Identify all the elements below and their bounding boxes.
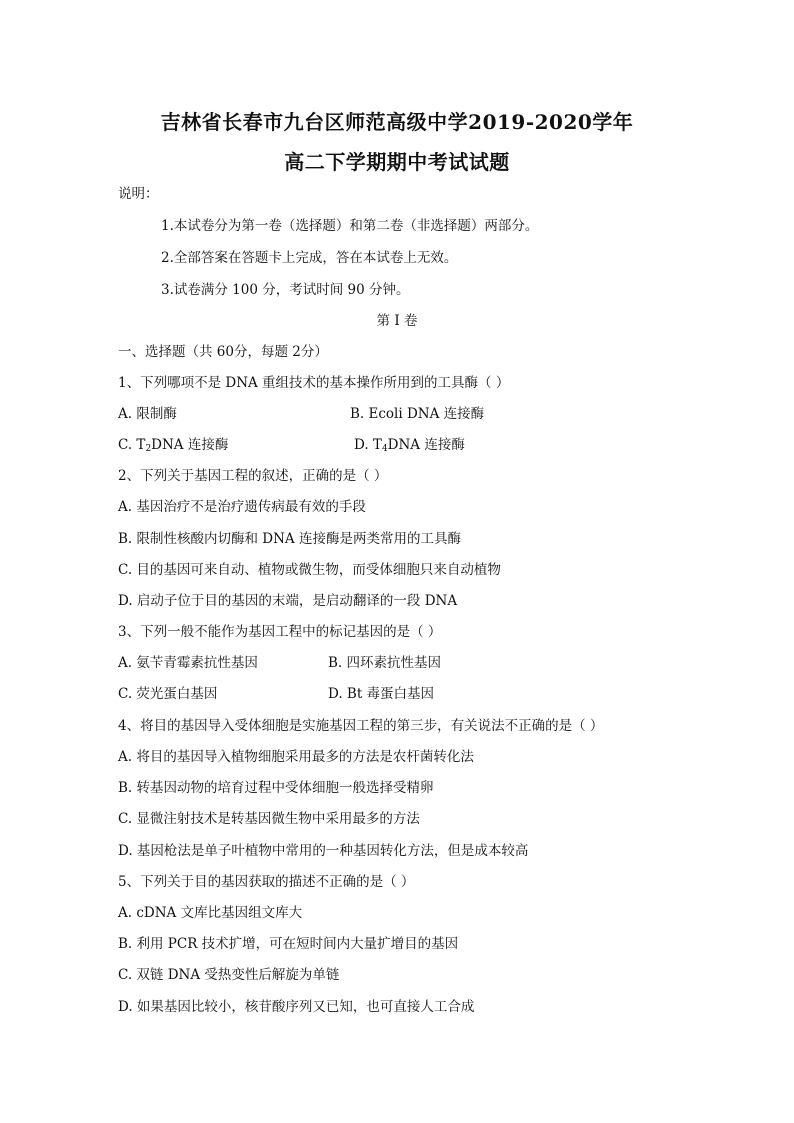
option-text: C. T [118,437,146,453]
question-option: C. 荧光蛋白基因 [118,686,218,702]
instruction-item: 3.试卷满分 100 分，考试时间 90 分钟。 [161,282,410,298]
question-option: A. 氨苄青霉素抗性基因 [118,655,258,671]
document-title: 吉林省长春市九台区师范高级中学2019-2020学年 [160,110,634,134]
question-option: A. 基因治疗不是治疗遗传病最有效的手段 [118,499,366,515]
question-option: D. Bt 毒蛋白基因 [328,686,435,702]
question-option: B. Ecoli DNA 连接酶 [350,406,485,422]
question-stem: 2、下列关于基因工程的叙述，正确的是（ ） [118,468,388,484]
question-option: B. 四环素抗性基因 [328,655,442,671]
question-option: A. 限制酶 [118,406,177,422]
question-stem: 4、将目的基因导入受体细胞是实施基因工程的第三步，有关说法不正确的是（ ） [118,718,604,734]
question-option: B. 限制性核酸内切酶和 DNA 连接酶是两类常用的工具酶 [118,531,461,547]
question-option: D. 基因枪法是单子叶植物中常用的一种基因转化方法，但是成本较高 [118,843,529,859]
document-subtitle: 高二下学期期中考试试题 [284,150,510,174]
instruction-item: 1.本试卷分为第一卷（选择题）和第二卷（非选择题）两部分。 [161,218,539,234]
instructions-heading: 说明： [118,186,159,202]
question-option: B. 利用 PCR 技术扩增，可在短时间内大量扩增目的基因 [118,936,459,952]
option-text: DNA 连接酶 [151,437,229,453]
question-option [354,436,465,458]
subscript: 4 [381,444,388,454]
question-option: A. 将目的基因导入植物细胞采用最多的方法是农杆菌转化法 [118,749,474,765]
question-option [118,436,228,458]
question-option: D. 启动子位于目的基因的末端，是启动翻译的一段 DNA [118,593,458,609]
question-option: C. 双链 DNA 受热变性后解旋为单链 [118,967,340,983]
section-heading: 一、选择题（共 60分，每题 2分） [118,344,328,360]
question-stem: 3、下列一般不能作为基因工程中的标记基因的是（ ） [118,624,442,640]
question-option: C. 显微注射技术是转基因微生物中采用最多的方法 [118,811,420,827]
question-option: C. 目的基因可来自动、植物或微生物，而受体细胞只来自动植物 [118,562,501,578]
subscript: 2 [145,444,152,454]
volume-label: 第 I 卷 [376,313,418,329]
option-text: DNA 连接酶 [387,437,465,453]
question-option: D. 如果基因比较小，核苷酸序列又已知，也可直接人工合成 [118,999,475,1015]
question-option: A. cDNA 文库比基因组文库大 [118,905,303,921]
option-text: D. T [354,437,382,453]
instruction-item: 2.全部答案在答题卡上完成，答在本试卷上无效。 [161,250,458,266]
question-stem: 5、下列关于目的基因获取的描述不正确的是（ ） [118,874,415,890]
question-option: B. 转基因动物的培育过程中受体细胞一般选择受精卵 [118,780,434,796]
question-stem: 1、下列哪项不是 DNA 重组技术的基本操作所用到的工具酶（ ） [118,375,510,391]
